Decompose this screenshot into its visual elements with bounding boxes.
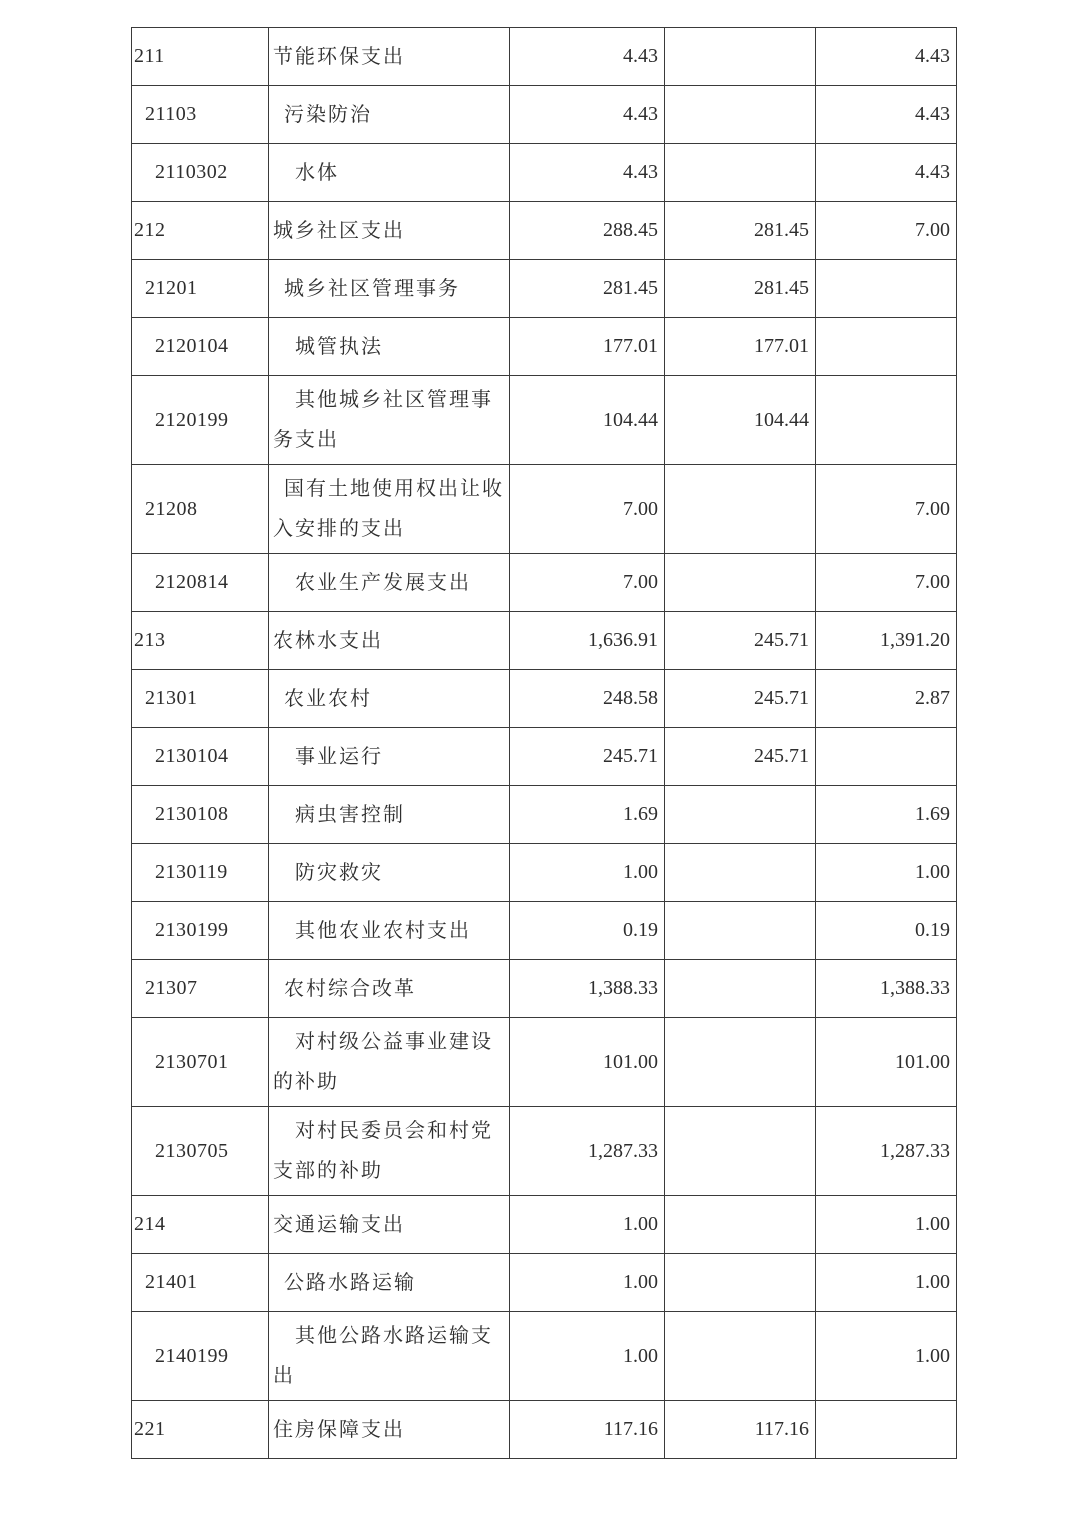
amount1-cell: 1.00 (510, 1254, 665, 1312)
amount2-cell (665, 144, 816, 202)
name-cell: 农村综合改革 (269, 960, 510, 1018)
amount3-cell: 1.00 (816, 1254, 957, 1312)
code-cell: 2130705 (132, 1107, 269, 1196)
name-cell: 防灾救灾 (269, 844, 510, 902)
amount1-cell: 101.00 (510, 1018, 665, 1107)
amount3-cell: 0.19 (816, 902, 957, 960)
table-row (132, 902, 957, 960)
amount1-cell: 1,388.33 (510, 960, 665, 1018)
table-row (132, 960, 957, 1018)
amount1-cell: 177.01 (510, 318, 665, 376)
code-cell: 21401 (132, 1254, 269, 1312)
name-cell: 公路水路运输 (269, 1254, 510, 1312)
amount3-cell (816, 318, 957, 376)
amount1-cell: 1,636.91 (510, 612, 665, 670)
code-cell: 2120199 (132, 376, 269, 465)
amount3-cell: 1.00 (816, 1312, 957, 1401)
amount1-cell: 1,287.33 (510, 1107, 665, 1196)
code-cell: 211 (132, 28, 269, 86)
name-cell: 病虫害控制 (269, 786, 510, 844)
amount2-cell: 177.01 (665, 318, 816, 376)
code-cell: 212 (132, 202, 269, 260)
code-cell: 2120104 (132, 318, 269, 376)
name-cell: 其他农业农村支出 (269, 902, 510, 960)
amount2-cell: 245.71 (665, 612, 816, 670)
code-cell: 21201 (132, 260, 269, 318)
amount2-cell (665, 786, 816, 844)
table-row (132, 318, 957, 376)
name-cell: 交通运输支出 (269, 1196, 510, 1254)
name-cell: 农业生产发展支出 (269, 554, 510, 612)
name-cell: 对村级公益事业建设的补助 (269, 1018, 510, 1107)
amount3-cell: 4.43 (816, 144, 957, 202)
code-cell: 213 (132, 612, 269, 670)
amount3-cell: 1,287.33 (816, 1107, 957, 1196)
amount2-cell (665, 465, 816, 554)
table-row (132, 612, 957, 670)
code-cell: 2130199 (132, 902, 269, 960)
name-cell: 水体 (269, 144, 510, 202)
name-cell: 农林水支出 (269, 612, 510, 670)
amount1-cell: 1.00 (510, 1196, 665, 1254)
amount3-cell (816, 376, 957, 465)
table-row (132, 86, 957, 144)
amount2-cell (665, 554, 816, 612)
table-row (132, 554, 957, 612)
amount1-cell: 1.69 (510, 786, 665, 844)
amount3-cell: 1.00 (816, 844, 957, 902)
amount3-cell: 2.87 (816, 670, 957, 728)
code-cell: 2120814 (132, 554, 269, 612)
name-cell: 农业农村 (269, 670, 510, 728)
amount1-cell: 1.00 (510, 1312, 665, 1401)
amount2-cell (665, 844, 816, 902)
table-row (132, 202, 957, 260)
amount1-cell: 0.19 (510, 902, 665, 960)
amount2-cell (665, 86, 816, 144)
amount2-cell: 245.71 (665, 728, 816, 786)
amount2-cell: 104.44 (665, 376, 816, 465)
amount3-cell (816, 260, 957, 318)
code-cell: 2140199 (132, 1312, 269, 1401)
amount2-cell: 281.45 (665, 202, 816, 260)
name-cell: 其他公路水路运输支出 (269, 1312, 510, 1401)
amount1-cell: 7.00 (510, 554, 665, 612)
amount3-cell: 4.43 (816, 28, 957, 86)
amount3-cell: 1.69 (816, 786, 957, 844)
amount1-cell: 4.43 (510, 144, 665, 202)
amount1-cell: 4.43 (510, 28, 665, 86)
name-cell: 城管执法 (269, 318, 510, 376)
name-cell: 对村民委员会和村党支部的补助 (269, 1107, 510, 1196)
amount2-cell (665, 960, 816, 1018)
name-cell: 国有土地使用权出让收入安排的支出 (269, 465, 510, 554)
amount2-cell (665, 1018, 816, 1107)
amount3-cell: 7.00 (816, 465, 957, 554)
table-row (132, 1196, 957, 1254)
table-row (132, 1254, 957, 1312)
table-row (132, 260, 957, 318)
table-row (132, 1107, 957, 1196)
table-row (132, 844, 957, 902)
amount2-cell (665, 1107, 816, 1196)
table-row (132, 1401, 957, 1459)
code-cell: 221 (132, 1401, 269, 1459)
amount3-cell (816, 728, 957, 786)
table-row (132, 465, 957, 554)
amount3-cell: 1,388.33 (816, 960, 957, 1018)
name-cell: 住房保障支出 (269, 1401, 510, 1459)
amount2-cell (665, 1196, 816, 1254)
budget-expenditure-table (131, 27, 957, 1459)
table-row (132, 670, 957, 728)
amount2-cell (665, 1312, 816, 1401)
amount1-cell: 281.45 (510, 260, 665, 318)
table-row (132, 28, 957, 86)
amount3-cell: 4.43 (816, 86, 957, 144)
amount2-cell: 281.45 (665, 260, 816, 318)
table-row (132, 144, 957, 202)
amount1-cell: 288.45 (510, 202, 665, 260)
code-cell: 2130119 (132, 844, 269, 902)
table-row (132, 1018, 957, 1107)
code-cell: 2130108 (132, 786, 269, 844)
code-cell: 2130701 (132, 1018, 269, 1107)
code-cell: 21307 (132, 960, 269, 1018)
table-row (132, 376, 957, 465)
name-cell: 其他城乡社区管理事务支出 (269, 376, 510, 465)
name-cell: 城乡社区管理事务 (269, 260, 510, 318)
name-cell: 污染防治 (269, 86, 510, 144)
amount3-cell: 1,391.20 (816, 612, 957, 670)
code-cell: 21301 (132, 670, 269, 728)
amount1-cell: 245.71 (510, 728, 665, 786)
amount2-cell (665, 28, 816, 86)
amount1-cell: 104.44 (510, 376, 665, 465)
amount1-cell: 4.43 (510, 86, 665, 144)
amount3-cell: 101.00 (816, 1018, 957, 1107)
code-cell: 214 (132, 1196, 269, 1254)
code-cell: 2110302 (132, 144, 269, 202)
table-row (132, 728, 957, 786)
amount2-cell: 245.71 (665, 670, 816, 728)
amount2-cell (665, 1254, 816, 1312)
amount1-cell: 117.16 (510, 1401, 665, 1459)
code-cell: 2130104 (132, 728, 269, 786)
name-cell: 事业运行 (269, 728, 510, 786)
amount3-cell: 7.00 (816, 202, 957, 260)
amount2-cell (665, 902, 816, 960)
name-cell: 城乡社区支出 (269, 202, 510, 260)
table-row (132, 786, 957, 844)
table-row (132, 1312, 957, 1401)
amount3-cell (816, 1401, 957, 1459)
amount1-cell: 248.58 (510, 670, 665, 728)
amount1-cell: 1.00 (510, 844, 665, 902)
amount1-cell: 7.00 (510, 465, 665, 554)
amount3-cell: 7.00 (816, 554, 957, 612)
code-cell: 21208 (132, 465, 269, 554)
amount3-cell: 1.00 (816, 1196, 957, 1254)
code-cell: 21103 (132, 86, 269, 144)
amount2-cell: 117.16 (665, 1401, 816, 1459)
name-cell: 节能环保支出 (269, 28, 510, 86)
